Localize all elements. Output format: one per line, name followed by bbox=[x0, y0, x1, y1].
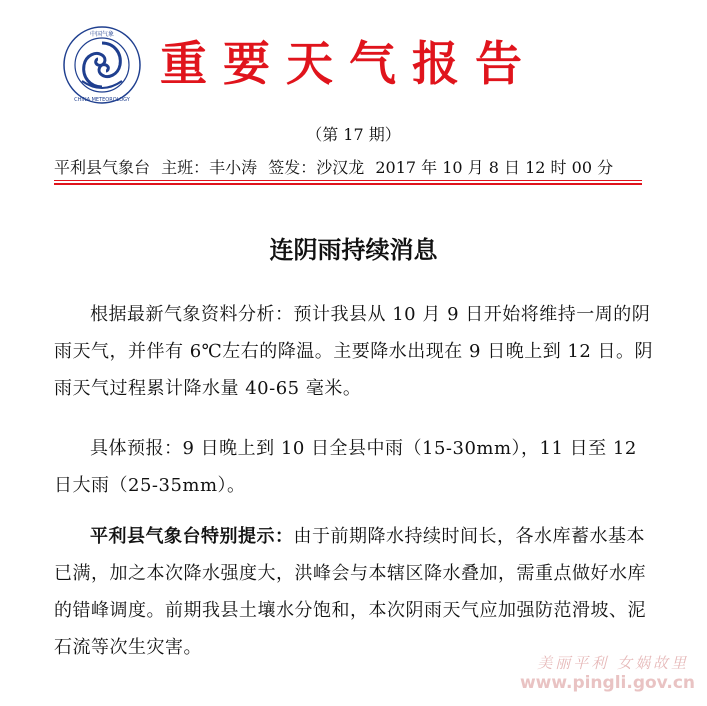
notice-body: 由于前期降水持续时间长，各水库蓄水基本已满，加之本次降水强度大，洪峰会与本辖区降水叠加，需重点做好水库的错峰调度。前期我县土壤水分饱和，本次阴雨天气应加强防范滑坡、泥石流等次生灾害。 bbox=[54, 526, 646, 658]
duty-officer: 主班：丰小涛 bbox=[161, 158, 258, 177]
logo-text-en: CHINA METEOROLOGY bbox=[74, 97, 130, 103]
article-headline: 连阴雨持续消息 bbox=[269, 236, 438, 264]
issue-number: （第 17 期） bbox=[306, 125, 401, 144]
watermark-url: www.pingli.gov.cn bbox=[519, 673, 695, 693]
watermark-slogan: 美丽平利 女娲故里 bbox=[537, 654, 689, 672]
report-title: 重要天气报告 bbox=[160, 37, 538, 92]
logo-text-cn: 中国气象 bbox=[89, 31, 115, 38]
issue-datetime: 2017 年 10 月 8 日 12 时 00 分 bbox=[375, 158, 614, 177]
header-rule-thick bbox=[54, 183, 642, 185]
signer: 签发：沙汉龙 bbox=[268, 158, 365, 177]
header-rule-thin bbox=[54, 180, 642, 181]
paragraph-analysis: 根据最新气象资料分析：预计我县从 10 月 9 日开始将维持一周的阴雨天气，并伴有 6℃左右的降温。主要降水出现在 9 日晚上到 12 日。阴雨天气过程累计降水量 40-65 毫米。 bbox=[54, 304, 654, 399]
paragraph-notice bbox=[54, 518, 654, 666]
notice-label: 平利县气象台特别提示： bbox=[90, 526, 294, 547]
office-name: 平利县气象台 bbox=[54, 158, 151, 177]
paragraph-forecast: 具体预报：9 日晚上到 10 日全县中雨（15-30mm），11 日至 12 日大雨（25-35mm）。 bbox=[54, 438, 637, 496]
cma-emblem-icon bbox=[62, 25, 142, 105]
issue-meta-line bbox=[54, 155, 619, 178]
